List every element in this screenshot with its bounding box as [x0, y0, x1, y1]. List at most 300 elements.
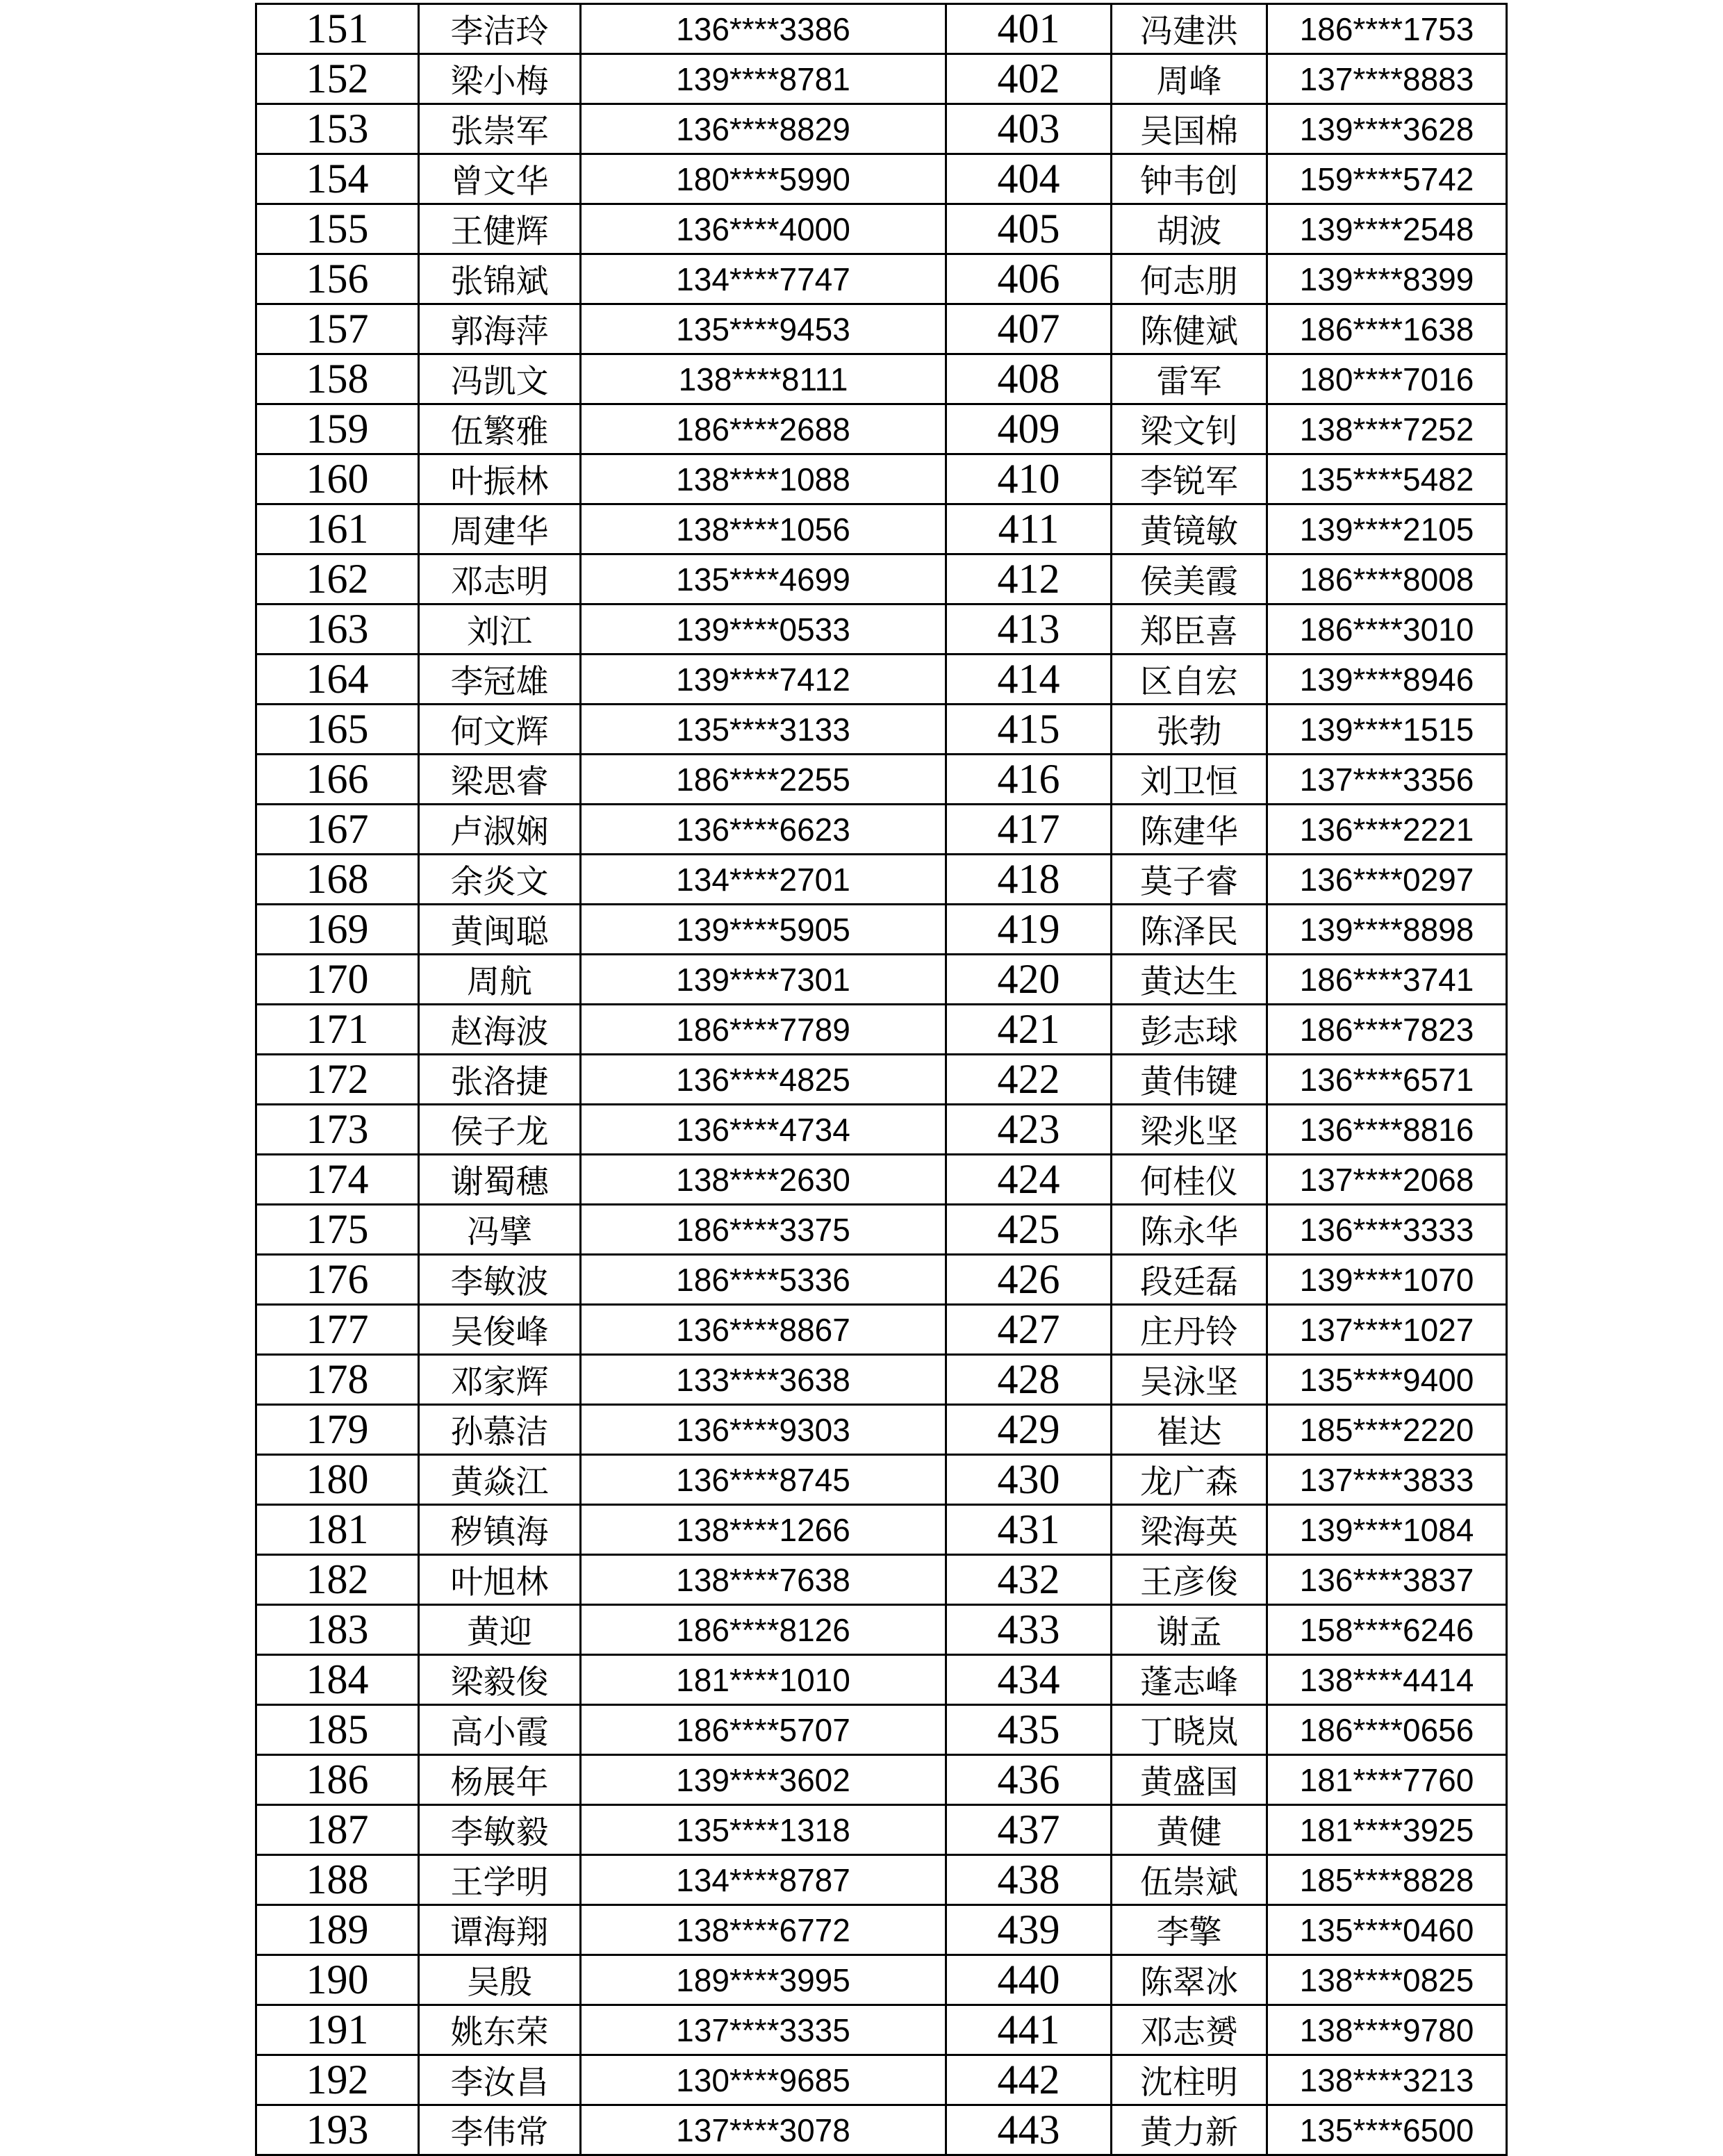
name-cell: 余炎文 — [419, 855, 581, 905]
phone-directory-rows — [256, 4, 1507, 2155]
table-row — [256, 1205, 1507, 1255]
row-number-cell: 432 — [946, 1555, 1112, 1605]
name-cell: 雷军 — [1112, 354, 1267, 404]
table-row — [256, 955, 1507, 1005]
phone-cell: 135****3133 — [581, 705, 946, 755]
name-cell: 沈柱明 — [1112, 2055, 1267, 2105]
table-row — [256, 1255, 1507, 1305]
name-cell: 黄迎 — [419, 1605, 581, 1655]
row-number-cell: 186 — [256, 1755, 419, 1805]
phone-cell: 138****4414 — [1267, 1655, 1507, 1705]
phone-cell: 137****2068 — [1267, 1155, 1507, 1205]
row-number-cell: 182 — [256, 1555, 419, 1605]
row-number-cell: 417 — [946, 805, 1112, 855]
name-cell: 周峰 — [1112, 54, 1267, 104]
row-number-cell: 404 — [946, 154, 1112, 204]
phone-cell: 180****5990 — [581, 154, 946, 204]
row-number-cell: 172 — [256, 1055, 419, 1105]
table-row — [256, 354, 1507, 404]
name-cell: 高小霞 — [419, 1705, 581, 1755]
phone-cell: 139****5905 — [581, 905, 946, 955]
row-number-cell: 170 — [256, 955, 419, 1005]
table-row — [256, 655, 1507, 705]
phone-cell: 139****3628 — [1267, 104, 1507, 154]
name-cell: 李洁玲 — [419, 4, 581, 54]
name-cell: 蓬志峰 — [1112, 1655, 1267, 1705]
table-row — [256, 454, 1507, 504]
phone-cell: 186****8008 — [1267, 554, 1507, 604]
row-number-cell: 436 — [946, 1755, 1112, 1805]
row-number-cell: 414 — [946, 655, 1112, 705]
row-number-cell: 173 — [256, 1105, 419, 1155]
name-cell: 赵海波 — [419, 1005, 581, 1055]
row-number-cell: 440 — [946, 1955, 1112, 2005]
row-number-cell: 152 — [256, 54, 419, 104]
row-number-cell: 154 — [256, 154, 419, 204]
row-number-cell: 181 — [256, 1505, 419, 1555]
row-number-cell: 165 — [256, 705, 419, 755]
name-cell: 张崇军 — [419, 104, 581, 154]
table-row — [256, 2055, 1507, 2105]
phone-cell: 186****5336 — [581, 1255, 946, 1305]
row-number-cell: 151 — [256, 4, 419, 54]
table-row — [256, 304, 1507, 354]
name-cell: 侯美霞 — [1112, 554, 1267, 604]
table-row — [256, 1905, 1507, 1955]
table-row — [256, 1355, 1507, 1405]
name-cell: 李伟常 — [419, 2105, 581, 2155]
name-cell: 黄镜敏 — [1112, 504, 1267, 554]
row-number-cell: 430 — [946, 1455, 1112, 1505]
phone-cell: 137****3078 — [581, 2105, 946, 2155]
phone-cell: 137****1027 — [1267, 1305, 1507, 1355]
row-number-cell: 421 — [946, 1005, 1112, 1055]
name-cell: 陈健斌 — [1112, 304, 1267, 354]
row-number-cell: 413 — [946, 604, 1112, 655]
table-row — [256, 855, 1507, 905]
table-row — [256, 1555, 1507, 1605]
table-row — [256, 54, 1507, 104]
phone-cell: 186****2255 — [581, 755, 946, 805]
row-number-cell: 164 — [256, 655, 419, 705]
phone-cell: 134****8787 — [581, 1855, 946, 1905]
row-number-cell: 435 — [946, 1705, 1112, 1755]
phone-cell: 136****4000 — [581, 204, 946, 254]
phone-cell: 136****4734 — [581, 1105, 946, 1155]
table-row — [256, 504, 1507, 554]
row-number-cell: 441 — [946, 2005, 1112, 2055]
phone-cell: 186****3741 — [1267, 955, 1507, 1005]
row-number-cell: 160 — [256, 454, 419, 504]
row-number-cell: 183 — [256, 1605, 419, 1655]
phone-cell: 136****0297 — [1267, 855, 1507, 905]
name-cell: 黄达生 — [1112, 955, 1267, 1005]
phone-cell: 138****2630 — [581, 1155, 946, 1205]
row-number-cell: 409 — [946, 404, 1112, 454]
row-number-cell: 179 — [256, 1405, 419, 1455]
phone-cell: 136****8816 — [1267, 1105, 1507, 1155]
row-number-cell: 419 — [946, 905, 1112, 955]
row-number-cell: 443 — [946, 2105, 1112, 2155]
name-cell: 伍繁雅 — [419, 404, 581, 454]
phone-cell: 186****5707 — [581, 1705, 946, 1755]
name-cell: 段廷磊 — [1112, 1255, 1267, 1305]
phone-cell: 138****3213 — [1267, 2055, 1507, 2105]
table-row — [256, 1155, 1507, 1205]
phone-cell: 138****9780 — [1267, 2005, 1507, 2055]
name-cell: 周航 — [419, 955, 581, 1005]
phone-cell: 185****2220 — [1267, 1405, 1507, 1455]
row-number-cell: 177 — [256, 1305, 419, 1355]
name-cell: 黄闽聪 — [419, 905, 581, 955]
name-cell: 刘江 — [419, 604, 581, 655]
row-number-cell: 422 — [946, 1055, 1112, 1105]
row-number-cell: 426 — [946, 1255, 1112, 1305]
row-number-cell: 163 — [256, 604, 419, 655]
row-number-cell: 402 — [946, 54, 1112, 104]
table-row — [256, 1105, 1507, 1155]
table-row — [256, 104, 1507, 154]
phone-cell: 138****1266 — [581, 1505, 946, 1555]
phone-cell: 186****1638 — [1267, 304, 1507, 354]
name-cell: 邓志赟 — [1112, 2005, 1267, 2055]
name-cell: 谢蜀穗 — [419, 1155, 581, 1205]
name-cell: 吴国棉 — [1112, 104, 1267, 154]
row-number-cell: 185 — [256, 1705, 419, 1755]
phone-cell: 139****3602 — [581, 1755, 946, 1805]
phone-cell: 186****7789 — [581, 1005, 946, 1055]
phone-cell: 136****8745 — [581, 1455, 946, 1505]
name-cell: 黄健 — [1112, 1805, 1267, 1855]
name-cell: 何桂仪 — [1112, 1155, 1267, 1205]
phone-cell: 135****6500 — [1267, 2105, 1507, 2155]
phone-cell: 136****8867 — [581, 1305, 946, 1355]
row-number-cell: 174 — [256, 1155, 419, 1205]
phone-cell: 135****5482 — [1267, 454, 1507, 504]
phone-cell: 186****2688 — [581, 404, 946, 454]
table-row — [256, 2005, 1507, 2055]
phone-cell: 186****1753 — [1267, 4, 1507, 54]
phone-cell: 181****3925 — [1267, 1805, 1507, 1855]
row-number-cell: 171 — [256, 1005, 419, 1055]
row-number-cell: 180 — [256, 1455, 419, 1505]
phone-cell: 185****8828 — [1267, 1855, 1507, 1905]
row-number-cell: 407 — [946, 304, 1112, 354]
phone-cell: 134****7747 — [581, 254, 946, 304]
name-cell: 伍崇斌 — [1112, 1855, 1267, 1905]
name-cell: 邓家辉 — [419, 1355, 581, 1405]
name-cell: 陈翠冰 — [1112, 1955, 1267, 2005]
name-cell: 李敏波 — [419, 1255, 581, 1305]
name-cell: 吴泳坚 — [1112, 1355, 1267, 1405]
phone-cell: 134****2701 — [581, 855, 946, 905]
name-cell: 郭海萍 — [419, 304, 581, 354]
name-cell: 何志朋 — [1112, 254, 1267, 304]
row-number-cell: 439 — [946, 1905, 1112, 1955]
name-cell: 卢淑娴 — [419, 805, 581, 855]
name-cell: 杨展年 — [419, 1755, 581, 1805]
table-row — [256, 1605, 1507, 1655]
name-cell: 姚东荣 — [419, 2005, 581, 2055]
name-cell: 谭海翔 — [419, 1905, 581, 1955]
name-cell: 张洛捷 — [419, 1055, 581, 1105]
row-number-cell: 425 — [946, 1205, 1112, 1255]
phone-cell: 139****1515 — [1267, 705, 1507, 755]
table-row — [256, 4, 1507, 54]
phone-cell: 181****1010 — [581, 1655, 946, 1705]
row-number-cell: 157 — [256, 304, 419, 354]
row-number-cell: 184 — [256, 1655, 419, 1705]
phone-cell: 138****7638 — [581, 1555, 946, 1605]
phone-cell: 136****2221 — [1267, 805, 1507, 855]
row-number-cell: 189 — [256, 1905, 419, 1955]
name-cell: 张锦斌 — [419, 254, 581, 304]
phone-cell: 137****8883 — [1267, 54, 1507, 104]
row-number-cell: 423 — [946, 1105, 1112, 1155]
name-cell: 莫子睿 — [1112, 855, 1267, 905]
table-row — [256, 1005, 1507, 1055]
name-cell: 梁文钊 — [1112, 404, 1267, 454]
table-row — [256, 604, 1507, 655]
phone-cell: 186****8126 — [581, 1605, 946, 1655]
phone-cell: 139****7301 — [581, 955, 946, 1005]
table-row — [256, 1405, 1507, 1455]
row-number-cell: 401 — [946, 4, 1112, 54]
row-number-cell: 442 — [946, 2055, 1112, 2105]
name-cell: 区自宏 — [1112, 655, 1267, 705]
row-number-cell: 161 — [256, 504, 419, 554]
table-row — [256, 154, 1507, 204]
name-cell: 庄丹铃 — [1112, 1305, 1267, 1355]
phone-cell: 139****0533 — [581, 604, 946, 655]
row-number-cell: 431 — [946, 1505, 1112, 1555]
name-cell: 彭志球 — [1112, 1005, 1267, 1055]
phone-cell: 186****3375 — [581, 1205, 946, 1255]
table-row — [256, 1455, 1507, 1505]
phone-cell: 135****4699 — [581, 554, 946, 604]
name-cell: 曾文华 — [419, 154, 581, 204]
phone-cell: 136****3333 — [1267, 1205, 1507, 1255]
row-number-cell: 418 — [946, 855, 1112, 905]
row-number-cell: 415 — [946, 705, 1112, 755]
phone-cell: 133****3638 — [581, 1355, 946, 1405]
phone-cell: 138****8111 — [581, 354, 946, 404]
name-cell: 张勃 — [1112, 705, 1267, 755]
phone-cell: 135****9453 — [581, 304, 946, 354]
row-number-cell: 438 — [946, 1855, 1112, 1905]
name-cell: 侯子龙 — [419, 1105, 581, 1155]
row-number-cell: 437 — [946, 1805, 1112, 1855]
phone-cell: 139****2105 — [1267, 504, 1507, 554]
name-cell: 龙广森 — [1112, 1455, 1267, 1505]
name-cell: 周建华 — [419, 504, 581, 554]
table-row — [256, 1705, 1507, 1755]
row-number-cell: 427 — [946, 1305, 1112, 1355]
row-number-cell: 406 — [946, 254, 1112, 304]
phone-cell: 181****7760 — [1267, 1755, 1507, 1805]
name-cell: 李锐军 — [1112, 454, 1267, 504]
row-number-cell: 166 — [256, 755, 419, 805]
name-cell: 冯擘 — [419, 1205, 581, 1255]
name-cell: 王学明 — [419, 1855, 581, 1905]
row-number-cell: 192 — [256, 2055, 419, 2105]
phone-cell: 138****6772 — [581, 1905, 946, 1955]
name-cell: 梁思睿 — [419, 755, 581, 805]
phone-cell: 136****3837 — [1267, 1555, 1507, 1605]
name-cell: 叶振林 — [419, 454, 581, 504]
name-cell: 梁海英 — [1112, 1505, 1267, 1555]
name-cell: 冯凯文 — [419, 354, 581, 404]
table-row — [256, 805, 1507, 855]
name-cell: 黄盛国 — [1112, 1755, 1267, 1805]
phone-cell: 139****7412 — [581, 655, 946, 705]
row-number-cell: 193 — [256, 2105, 419, 2155]
row-number-cell: 169 — [256, 905, 419, 955]
phone-cell: 139****1084 — [1267, 1505, 1507, 1555]
table-row — [256, 254, 1507, 304]
row-number-cell: 168 — [256, 855, 419, 905]
phone-cell: 186****0656 — [1267, 1705, 1507, 1755]
row-number-cell: 403 — [946, 104, 1112, 154]
phone-cell: 136****6571 — [1267, 1055, 1507, 1105]
phone-cell: 139****8946 — [1267, 655, 1507, 705]
phone-cell: 138****1056 — [581, 504, 946, 554]
phone-cell: 137****3833 — [1267, 1455, 1507, 1505]
row-number-cell: 188 — [256, 1855, 419, 1905]
phone-cell: 186****7823 — [1267, 1005, 1507, 1055]
name-cell: 黄伟键 — [1112, 1055, 1267, 1105]
table-row — [256, 554, 1507, 604]
table-row — [256, 1655, 1507, 1705]
name-cell: 吴殷 — [419, 1955, 581, 2005]
phone-cell: 139****2548 — [1267, 204, 1507, 254]
table-row — [256, 1055, 1507, 1105]
table-row — [256, 705, 1507, 755]
table-row — [256, 204, 1507, 254]
row-number-cell: 178 — [256, 1355, 419, 1405]
phone-cell: 186****3010 — [1267, 604, 1507, 655]
name-cell: 黄力新 — [1112, 2105, 1267, 2155]
row-number-cell: 153 — [256, 104, 419, 154]
table-row — [256, 755, 1507, 805]
name-cell: 冯建洪 — [1112, 4, 1267, 54]
name-cell: 王彦俊 — [1112, 1555, 1267, 1605]
phone-directory-table — [255, 3, 1508, 2156]
name-cell: 陈泽民 — [1112, 905, 1267, 955]
table-row — [256, 1505, 1507, 1555]
phone-cell: 135****1318 — [581, 1805, 946, 1855]
name-cell: 崔达 — [1112, 1405, 1267, 1455]
name-cell: 何文辉 — [419, 705, 581, 755]
name-cell: 叶旭林 — [419, 1555, 581, 1605]
name-cell: 丁晓岚 — [1112, 1705, 1267, 1755]
name-cell: 郑臣喜 — [1112, 604, 1267, 655]
row-number-cell: 155 — [256, 204, 419, 254]
phone-cell: 137****3356 — [1267, 755, 1507, 805]
name-cell: 吴俊峰 — [419, 1305, 581, 1355]
row-number-cell: 411 — [946, 504, 1112, 554]
phone-cell: 135****9400 — [1267, 1355, 1507, 1405]
row-number-cell: 410 — [946, 454, 1112, 504]
row-number-cell: 156 — [256, 254, 419, 304]
row-number-cell: 190 — [256, 1955, 419, 2005]
row-number-cell: 416 — [946, 755, 1112, 805]
name-cell: 钟韦创 — [1112, 154, 1267, 204]
row-number-cell: 175 — [256, 1205, 419, 1255]
row-number-cell: 187 — [256, 1805, 419, 1855]
name-cell: 邓志明 — [419, 554, 581, 604]
table-row — [256, 1305, 1507, 1355]
phone-cell: 139****8781 — [581, 54, 946, 104]
row-number-cell: 408 — [946, 354, 1112, 404]
name-cell: 刘卫恒 — [1112, 755, 1267, 805]
name-cell: 李擎 — [1112, 1905, 1267, 1955]
row-number-cell: 176 — [256, 1255, 419, 1305]
table-row — [256, 1805, 1507, 1855]
row-number-cell: 424 — [946, 1155, 1112, 1205]
name-cell: 谢孟 — [1112, 1605, 1267, 1655]
name-cell: 梁兆坚 — [1112, 1105, 1267, 1155]
row-number-cell: 167 — [256, 805, 419, 855]
name-cell: 李汝昌 — [419, 2055, 581, 2105]
table-row — [256, 1755, 1507, 1805]
phone-cell: 139****8898 — [1267, 905, 1507, 955]
row-number-cell: 429 — [946, 1405, 1112, 1455]
name-cell: 胡波 — [1112, 204, 1267, 254]
phone-cell: 189****3995 — [581, 1955, 946, 2005]
row-number-cell: 434 — [946, 1655, 1112, 1705]
table-row — [256, 1855, 1507, 1905]
phone-cell: 159****5742 — [1267, 154, 1507, 204]
name-cell: 陈建华 — [1112, 805, 1267, 855]
table-row — [256, 404, 1507, 454]
phone-cell: 136****8829 — [581, 104, 946, 154]
phone-cell: 138****0825 — [1267, 1955, 1507, 2005]
name-cell: 孙慕洁 — [419, 1405, 581, 1455]
phone-cell: 180****7016 — [1267, 354, 1507, 404]
row-number-cell: 159 — [256, 404, 419, 454]
phone-cell: 138****1088 — [581, 454, 946, 504]
phone-cell: 137****3335 — [581, 2005, 946, 2055]
row-number-cell: 405 — [946, 204, 1112, 254]
phone-cell: 136****6623 — [581, 805, 946, 855]
name-cell: 李敏毅 — [419, 1805, 581, 1855]
name-cell: 黄焱江 — [419, 1455, 581, 1505]
row-number-cell: 412 — [946, 554, 1112, 604]
name-cell: 李冠雄 — [419, 655, 581, 705]
row-number-cell: 428 — [946, 1355, 1112, 1405]
phone-cell: 130****9685 — [581, 2055, 946, 2105]
phone-cell: 135****0460 — [1267, 1905, 1507, 1955]
row-number-cell: 420 — [946, 955, 1112, 1005]
phone-cell: 158****6246 — [1267, 1605, 1507, 1655]
name-cell: 梁小梅 — [419, 54, 581, 104]
name-cell: 王健辉 — [419, 204, 581, 254]
phone-cell: 139****1070 — [1267, 1255, 1507, 1305]
phone-cell: 136****3386 — [581, 4, 946, 54]
table-row — [256, 1955, 1507, 2005]
name-cell: 陈永华 — [1112, 1205, 1267, 1255]
phone-cell: 139****8399 — [1267, 254, 1507, 304]
row-number-cell: 158 — [256, 354, 419, 404]
table-row — [256, 2105, 1507, 2155]
phone-cell: 136****4825 — [581, 1055, 946, 1105]
phone-cell: 138****7252 — [1267, 404, 1507, 454]
row-number-cell: 433 — [946, 1605, 1112, 1655]
table-row — [256, 905, 1507, 955]
name-cell: 秽镇海 — [419, 1505, 581, 1555]
row-number-cell: 191 — [256, 2005, 419, 2055]
